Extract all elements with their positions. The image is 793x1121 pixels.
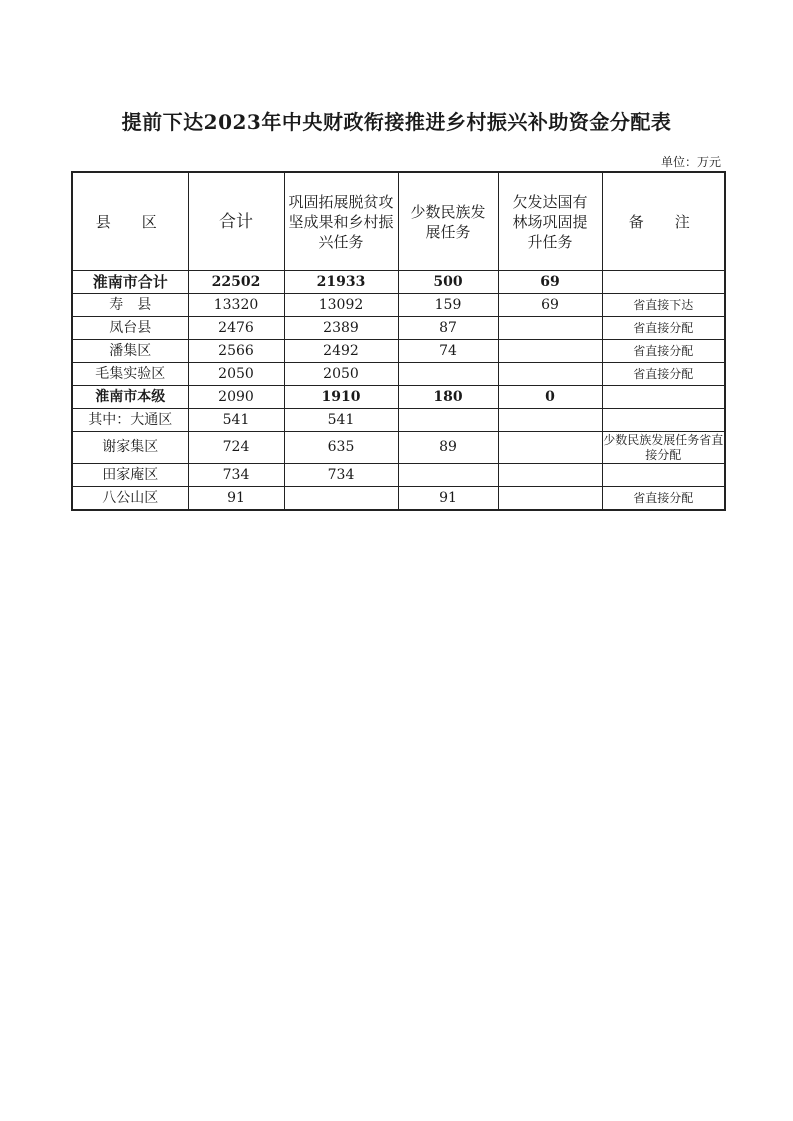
cell-name: 其中：大通区 [72,409,188,432]
header-consolidate: 巩固拓展脱贫攻坚成果和乡村振兴任务 [284,172,398,271]
cell-name: 潘集区 [72,340,188,363]
cell-consolidate: 541 [284,409,398,432]
cell-forest: 0 [498,386,602,409]
cell-forest [498,317,602,340]
cell-minority: 74 [398,340,498,363]
header-total: 合计 [188,172,284,271]
unit-label: 单位：万元 [660,155,721,169]
cell-total: 22502 [188,271,284,294]
cell-minority [398,409,498,432]
allocation-table [71,171,726,511]
cell-note [602,386,725,409]
cell-consolidate: 734 [284,464,398,487]
cell-consolidate [284,487,398,511]
cell-consolidate: 21933 [284,271,398,294]
cell-total: 2050 [188,363,284,386]
cell-minority [398,363,498,386]
cell-forest [498,363,602,386]
cell-forest: 69 [498,271,602,294]
header-minority: 少数民族发展任务 [398,172,498,271]
cell-name: 谢家集区 [72,432,188,464]
cell-total: 91 [188,487,284,511]
cell-total: 2566 [188,340,284,363]
cell-note: 少数民族发展任务省直接分配 [603,432,724,462]
table-row [72,409,725,432]
cell-forest [498,409,602,432]
cell-name: 淮南市合计 [72,271,188,294]
cell-forest [498,487,602,511]
table-row [72,340,725,363]
table-row [72,271,725,294]
cell-name: 凤台县 [72,317,188,340]
table-row [72,294,725,317]
cell-minority: 87 [398,317,498,340]
cell-forest [498,464,602,487]
cell-note: 省直接分配 [602,363,725,386]
cell-forest [498,432,602,464]
cell-minority: 500 [398,271,498,294]
cell-minority: 89 [398,432,498,464]
table-row [72,363,725,386]
cell-consolidate: 2492 [284,340,398,363]
table-row [72,464,725,487]
document-title: 提前下达2023年中央财政衔接推进乡村振兴补助资金分配表 [121,110,672,134]
cell-total: 724 [188,432,284,464]
cell-note [602,409,725,432]
cell-name: 毛集实验区 [72,363,188,386]
cell-note: 省直接下达 [602,294,725,317]
cell-consolidate: 2050 [284,363,398,386]
cell-note: 省直接分配 [602,340,725,363]
cell-note: 省直接分配 [602,317,725,340]
cell-forest: 69 [498,294,602,317]
cell-minority [398,464,498,487]
cell-forest [498,340,602,363]
cell-name: 田家庵区 [72,464,188,487]
table-row [72,317,725,340]
cell-note: 省直接分配 [602,487,725,511]
cell-name: 淮南市本级 [72,386,188,409]
table-row [72,386,725,409]
cell-total: 734 [188,464,284,487]
cell-name: 寿 县 [72,294,188,317]
cell-total: 2476 [188,317,284,340]
cell-consolidate: 13092 [284,294,398,317]
cell-minority: 180 [398,386,498,409]
cell-total: 541 [188,409,284,432]
header-note: 备 注 [602,172,725,271]
cell-total: 2090 [188,386,284,409]
cell-consolidate: 1910 [284,386,398,409]
cell-note [602,464,725,487]
header-forest: 欠发达国有林场巩固提升任务 [498,172,602,271]
cell-note [602,271,725,294]
cell-consolidate: 2389 [284,317,398,340]
table-header-row [72,172,725,271]
header-county: 县 区 [72,172,188,271]
table-row [72,487,725,511]
cell-minority: 159 [398,294,498,317]
cell-minority: 91 [398,487,498,511]
cell-consolidate: 635 [284,432,398,464]
cell-total: 13320 [188,294,284,317]
table-row [72,432,725,464]
cell-name: 八公山区 [72,487,188,511]
